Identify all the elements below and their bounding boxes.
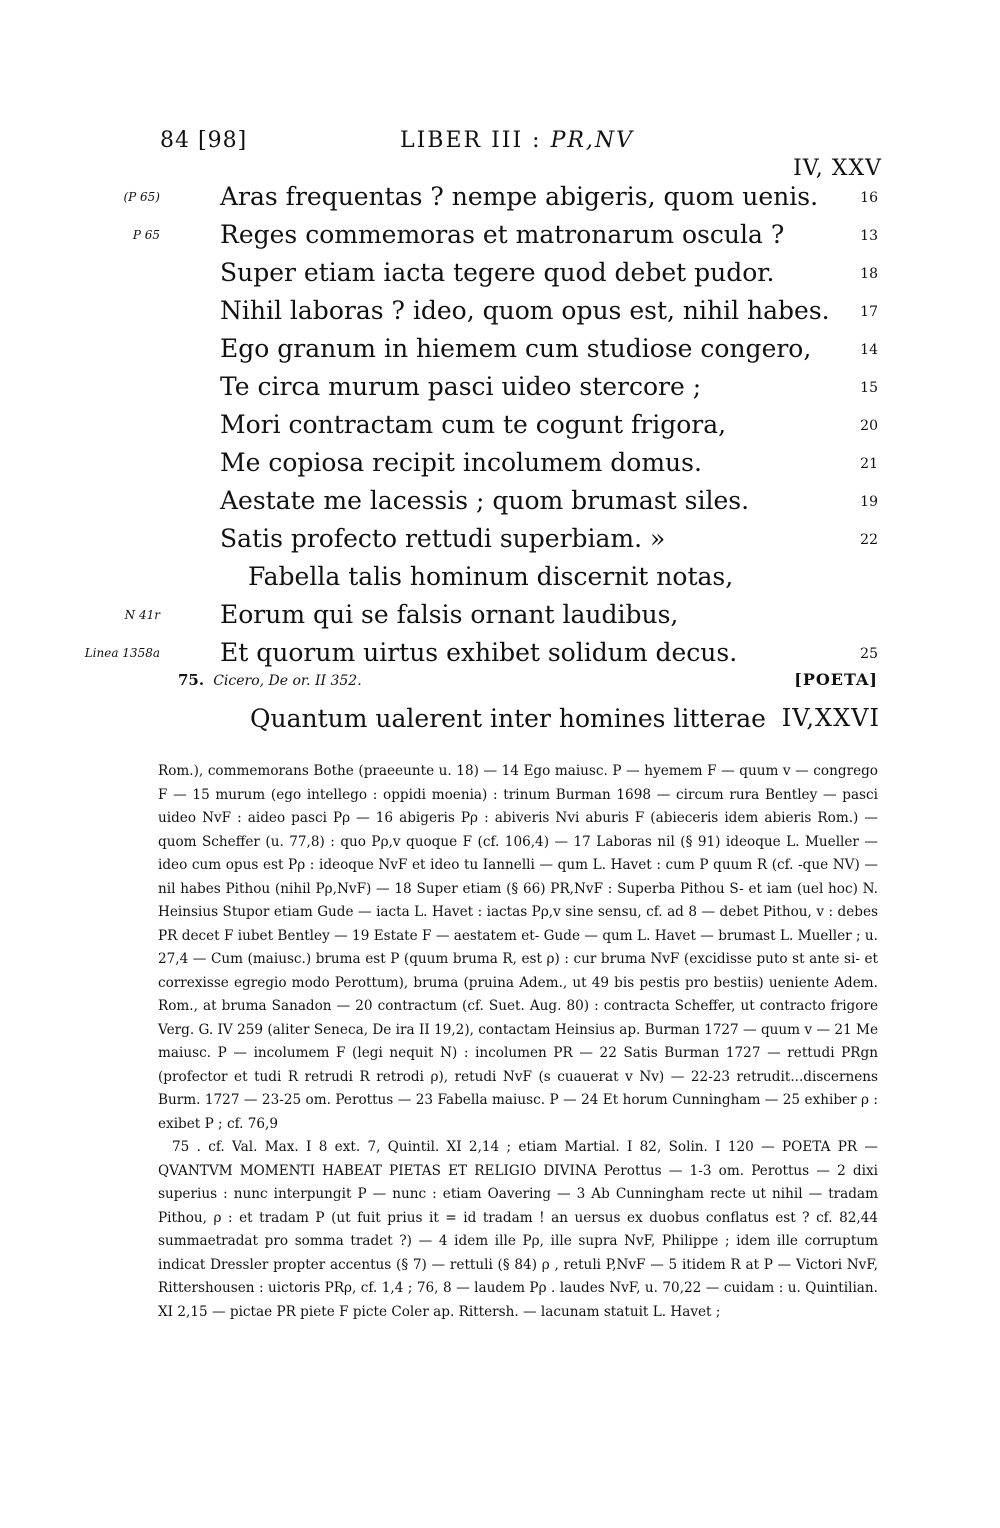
verse-line: [0, 562, 1000, 600]
verse-number: 19: [860, 494, 878, 510]
verse-text: Mori contractam cum te cogunt frigora,: [220, 410, 727, 439]
apparatus-paragraph: Rom.), commemorans Bothe (praeeunte u. 18) — 14 Ego maiusc. P — hyemem F — quum v — congrego F — 15 murum (ego intellego : oppidi moenia) : trinum Burman 1698 — circum rura Bentley — pasci uideo NvF : aideo pasci Pρ — 16 abigeris Pρ : abiveris Nvi aburis F (abieceris idem abieris Rom.) — quom Scheffer (u. 77,8) : quo Pρ,v quoque F (cf. 106,4) — 17 Laboras nil (§ 91) ideoque L. Mueller — ideo cum opus est Pρ : ideoque NvF et ideo tu Iannelli — qum L. Havet : cum P quum R (cf. -que NV) — nil habes Pithou (nihil Pρ,NvF) — 18 Super etiam (§ 66) PR,NvF : Superba Pithou S- et iam (uel hoc) N. Heinsius Stupor etiam Gude — iacta L. Havet : iactas Pρ,v sine sensu, cf. ad 8 — debet Pithou, v : debes PR decet F iubet Bentley — 19 Estate F — aestatem et- Gude — qum L. Havet — brumast L. Mueller ; u. 27,4 — Cum (maiusc.) bruma est P (quum bruma R, est ρ) : cur bruma NvF (excidisse puto st ante si- et correxisse egregio modo Perottum), bruma (pruina Adem., ut 49 bis pestis pro bestiis) ueniente Adem. Rom., at bruma Sanadon — 20 contractum (cf. Suet. Aug. 80) : contracta Scheffer, ut contracto frigore Verg. G. IV 259 (aliter Seneca, De ira II 19,2), contactam Heinsius ap. Burman 1727 — quum v — 21 Me maiusc. P — incolumem F (legi nequit N) : incolumen PR — 22 Satis Burman 1727 — rettudi PRgn (profector et tudi R retrudi R retrodi ρ), retudi NvF (s cuauerat v Nv) — 22-23 retrudit...discernens Burm. 1727 — 23-25 om. Perottus — 23 Fabella maiusc. P — 24 Et horum Cunningham — 25 exhiber ρ : exibet P ; cf. 76,9: [158, 763, 878, 1132]
verse-line: [0, 296, 1000, 334]
verse-text: Nihil laboras ? ideo, quom opus est, nihil habes.: [220, 296, 830, 325]
verse-line: [0, 600, 1000, 638]
verse-line: [0, 524, 1000, 562]
section-tag: [POETA]: [794, 670, 878, 689]
verse-number: 15: [860, 380, 878, 396]
page-number: 84 [98]: [160, 128, 248, 153]
running-title-prefix: LIBER III :: [400, 128, 551, 153]
running-title: [400, 128, 634, 153]
verse-text: Et quorum uirtus exhibet solidum decus.: [220, 638, 738, 667]
verse-text: Eorum qui se falsis ornant laudibus,: [220, 600, 679, 629]
verse-text: Reges commemoras et matronarum oscula ?: [220, 220, 785, 249]
verse-block: [0, 182, 1000, 676]
verse-number: 17: [860, 304, 878, 320]
verse-margin-note: N 41r: [124, 608, 160, 622]
verse-text: Aestate me lacessis ; quom brumast siles.: [220, 486, 750, 515]
verse-line: [0, 372, 1000, 410]
section-source: Cicero, De or. II 352.: [213, 673, 362, 689]
verse-number: 22: [860, 532, 878, 548]
verse-text: Super etiam iacta tegere quod debet pudor.: [220, 258, 775, 287]
verse-text: Ego granum in hiemem cum studiose congero,: [220, 334, 812, 363]
verse-text: Me copiosa recipit incolumem domus.: [220, 448, 702, 477]
verse-line: [0, 410, 1000, 448]
verse-number: 16: [860, 190, 878, 206]
verse-margin-note: P 65: [132, 228, 160, 242]
verse-margin-note: Linea 1358a: [84, 646, 160, 660]
verse-number: 20: [860, 418, 878, 434]
verse-line: [0, 220, 1000, 258]
verse-margin-note: (P 65): [123, 190, 160, 204]
fable-reference: IV, XXV: [793, 156, 882, 181]
verse-text: Te circa murum pasci uideo stercore ;: [220, 372, 702, 401]
fable-title-heading: [250, 704, 880, 738]
verse-text: Fabella talis hominum discernit notas,: [248, 562, 734, 591]
verse-line: [0, 448, 1000, 486]
fable-title: Quantum ualerent inter homines litterae: [250, 704, 766, 733]
verse-line: [0, 486, 1000, 524]
verse-text: Aras frequentas ? nempe abigeris, quom uenis.: [220, 182, 819, 211]
running-header: [160, 128, 882, 181]
verse-line: [0, 182, 1000, 220]
section-75-heading: [178, 670, 878, 694]
running-title-sigla: PR,NV: [550, 128, 635, 153]
verse-number: 14: [860, 342, 878, 358]
section-number: 75.: [178, 671, 205, 689]
apparatus-paragraph: 75 . cf. Val. Max. I 8 ext. 7, Quintil. XI 2,14 ; etiam Martial. I 82, Solin. I 120 — POETA PR — QVANTVM MOMENTI HABEAT PIETAS ET RELIGIO DIVINA Perottus — 1-3 om. Perottus — 2 dixi superius : nunc interpungit P — nunc : etiam Oavering — 3 Ab Cunningham recte ut nihil — tradam Pithou, ρ : et tradam P (ut fuit prius it = id tradam ! an uersus ex duobus conflatus est ? cf. 82,44 summaetradat pro somma tradet ?) — 4 idem ille Pρ, ille supra NvF, Philippe ; idem ille corruptum indicat Dressler propter accentus (§ 7) — rettuli (§ 84) ρ , retuli P,NvF — 5 itidem R at P — Victori NvF, Rittershousen : uictoris PRρ, cf. 1,4 ; 76, 8 — laudem Pρ . laudes NvF, u. 70,22 — cuidam : u. Quintilian. XI 2,15 — pictae PR piete F picte Coler ap. Rittersh. — lacunam statuit L. Havet ;: [158, 1139, 878, 1320]
verse-number: 13: [860, 228, 878, 244]
fable-title-reference: IV,XXVI: [781, 704, 880, 732]
verse-number: 18: [860, 266, 878, 282]
verse-number: 25: [860, 646, 878, 662]
verse-line: [0, 258, 1000, 296]
verse-text: Satis profecto rettudi superbiam. »: [220, 524, 666, 553]
critical-apparatus: [158, 760, 878, 1324]
verse-line: [0, 334, 1000, 372]
verse-number: 21: [860, 456, 878, 472]
